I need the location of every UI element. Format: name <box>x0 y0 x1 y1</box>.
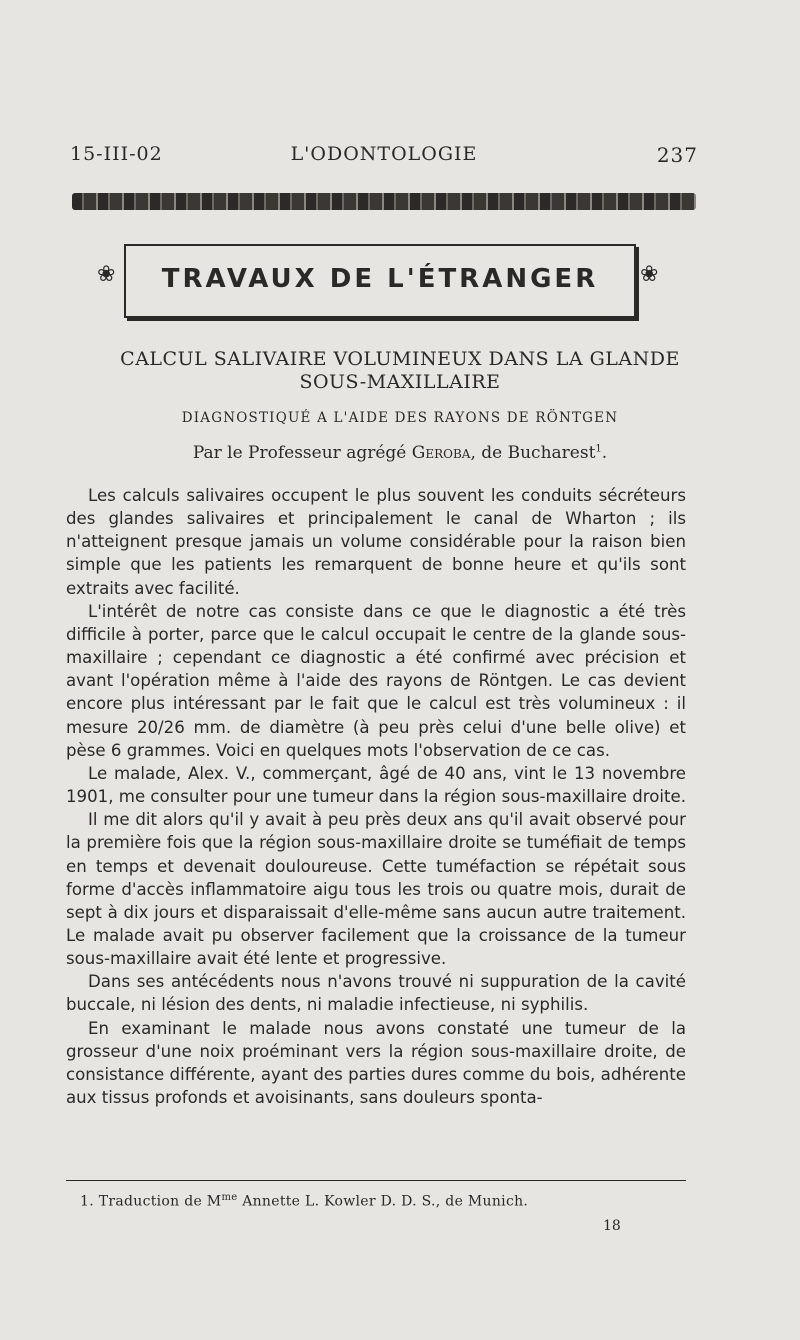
decorative-ornament-band <box>72 193 696 210</box>
footnote-prefix: 1. Traduction de M <box>80 1193 222 1210</box>
issue-date: 15-III-02 <box>70 143 163 165</box>
byline-prefix: Par le Professeur agrégé <box>192 443 412 463</box>
paragraph: Il me dit alors qu'il y avait à peu près deux ans qu'il avait observé pour la première fois que la région sous-maxillaire droite se tuméfiait de temps en temps et devenait douloureuse. Cette tuméfaction se répétait sous forme d'accès inflammatoire aigu tous les trois ou quatre mois, durait de sept à dix jours et disparaissait d'elle-même sans aucun autre traitement. Le malade avait pu observer facilement que la croissance de la tumeur sous-maxillaire avait été lente et progressive. <box>66 810 686 969</box>
fleuron-right-icon: ❀ <box>640 262 659 287</box>
running-header <box>70 143 698 169</box>
byline-suffix: , de Bucharest <box>470 443 596 463</box>
paragraph: Le malade, Alex. V., commerçant, âgé de 40 ans, vint le 13 novembre 1901, me consulter pour une tumeur dans la région sous-maxillaire droite. <box>66 763 686 807</box>
footnote <box>80 1192 528 1210</box>
section-title: TRAVAUX DE L'ÉTRANGER <box>161 264 599 294</box>
author-name: Geroba <box>411 443 471 463</box>
paragraph: L'intérêt de notre cas consiste dans ce que le diagnostic a été très difficile à porter, parce que le calcul occupait le centre de la glande sous-maxillaire ; cependant ce diagnostic a été confirmé avec précision et avant l'opération même à l'aide des rayons de Röntgen. Le cas devient encore plus intéressant par le fait que le calcul est très volumineux : il mesure 20/26 mm. de diamètre (à peu près celui d'une belle olive) et pèse 6 grammes. Voici en quelques mots l'observation de ce cas. <box>66 601 686 760</box>
section-title-box <box>124 244 636 318</box>
article-title <box>60 348 740 394</box>
article-body <box>66 484 686 1109</box>
fleuron-left-icon: ❀ <box>97 262 116 287</box>
footnote-divider <box>66 1180 686 1181</box>
paragraph: En examinant le malade nous avons constaté une tumeur de la grosseur d'une noix proéminant vers la région sous-maxillaire droite, de consistance différente, ayant des parties dures comme du bois, adhérente aux tissus profonds et avoisinants, sans douleurs sponta- <box>66 1018 686 1108</box>
page-number: 237 <box>656 143 698 167</box>
signature-mark: 18 <box>603 1218 621 1234</box>
article-title-line2: SOUS-MAXILLAIRE <box>299 371 501 393</box>
paragraph: Les calculs salivaires occupent le plus souvent les conduits sécréteurs des glandes salivaires et principalement le canal de Wharton ; ils n'atteignent presque jamais un volume considérable pour la raison bien simple que les patients les remarquent de bonne heure et qu'ils sont extraits avec facilité. <box>66 486 686 598</box>
footnote-ref: 1 <box>595 443 602 455</box>
footnote-rest: Annette L. Kowler D. D. S., de Munich. <box>237 1193 529 1210</box>
journal-name: L'ODONTOLOGIE <box>290 143 478 165</box>
article-subtitle: DIAGNOSTIQUÉ A L'AIDE DES RAYONS DE RÖNTGEN <box>181 410 619 426</box>
article-title-line1: CALCUL SALIVAIRE VOLUMINEUX DANS LA GLANDE <box>120 348 680 370</box>
footnote-sup: me <box>221 1192 238 1203</box>
byline: Par le Professeur agrégé Geroba, de Bucharest$^1$. <box>192 443 608 463</box>
paragraph: Dans ses antécédents nous n'avons trouvé ni suppuration de la cavité buccale, ni lésion des dents, ni maladie infectieuse, ni syphilis. <box>66 972 686 1015</box>
